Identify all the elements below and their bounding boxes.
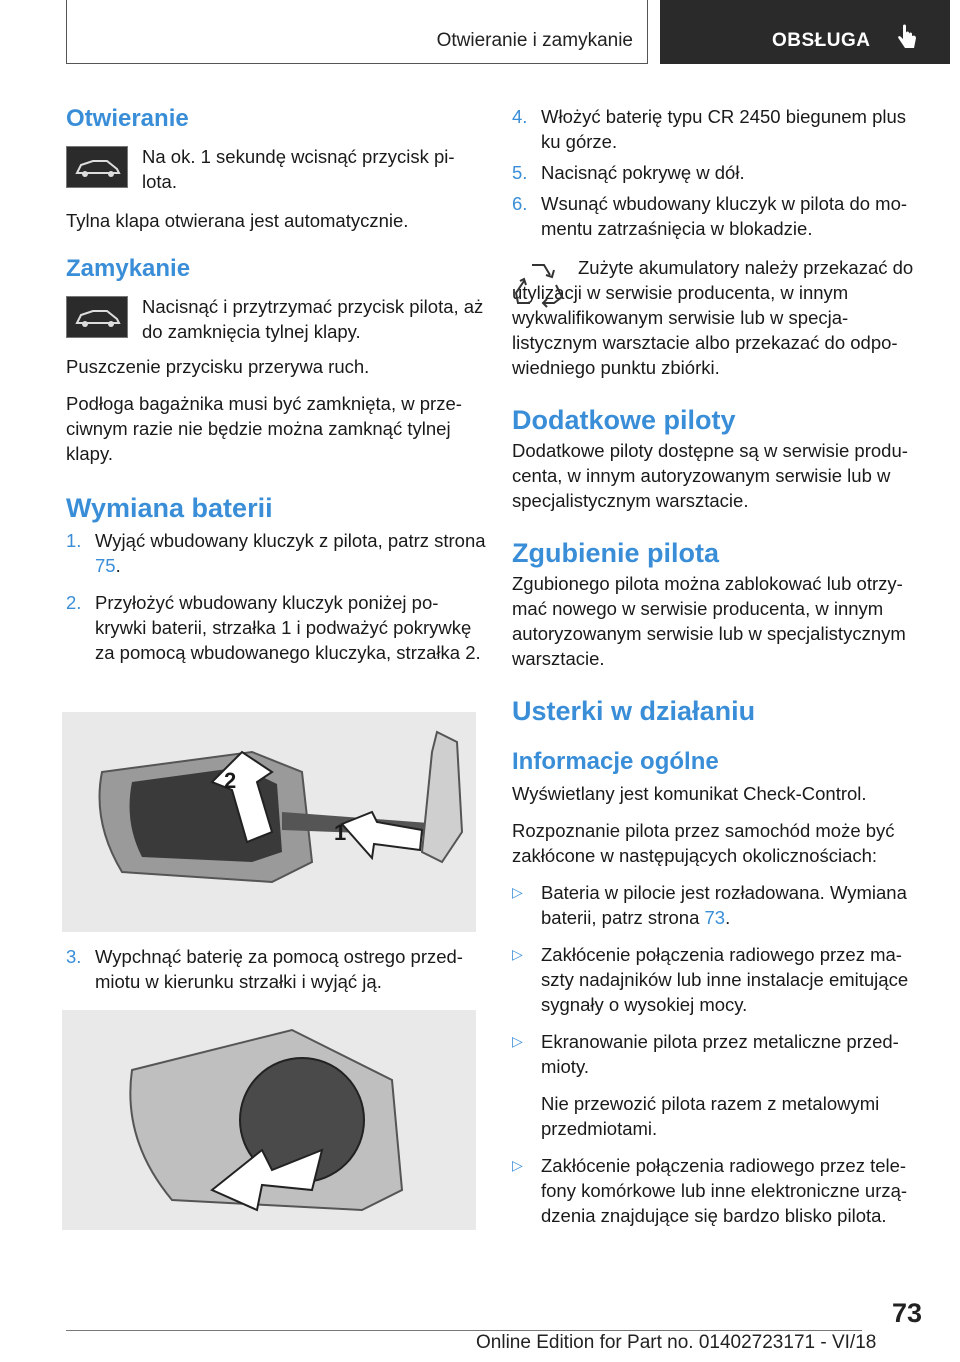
step-2 [66, 590, 486, 665]
list-item [512, 1153, 926, 1228]
step-text: Nacisnąć pokrywę w dół. [541, 162, 745, 183]
arrow-label-1: 1 [334, 820, 347, 845]
zamykanie-text: Nacisnąć i przytrzymać przycisk pilota, aż do zamknięcia tylnej klapy. [142, 296, 484, 342]
dodatkowe-text: Dodatkowe piloty dostępne są w serwisie produ-centa, w innym autoryzowanym serwisie lub w specjalistycznym warsztacie. [512, 440, 908, 511]
triangle-bullet-icon: ▷ [512, 1033, 523, 1049]
header-section-box [66, 0, 648, 64]
recycle-icon [512, 257, 564, 309]
right-column [512, 104, 926, 1228]
arrow-label-2: 2 [224, 768, 237, 793]
step-number: 1. [66, 530, 82, 551]
left-column [66, 104, 486, 665]
triangle-bullet-icon: ▷ [512, 946, 523, 962]
heading-usterki: Usterki w działaniu [512, 696, 756, 726]
header-chapter-title: OBSŁUGA [772, 30, 871, 51]
header-section-title: Otwieranie i zamykanie [436, 30, 633, 51]
page-link[interactable]: 73 [704, 907, 726, 928]
otwieranie-note: Tylna klapa otwierana jest automatycznie. [66, 210, 409, 231]
header-chapter-box [660, 0, 950, 64]
list-item [512, 1029, 926, 1141]
step-number: 3. [66, 946, 82, 967]
tailgate-button-icon [66, 296, 128, 338]
heading-zgubienie-pilota: Zgubienie pilota [512, 538, 719, 568]
left-column-lower [66, 944, 486, 994]
step-number: 2. [66, 592, 82, 613]
list-item [512, 942, 926, 1017]
zamykanie-p2: Podłoga bagażnika musi być zamknięta, w prze-ciwnym razie nie będzie można zamknąć tylnej klapy. [66, 393, 462, 464]
list-item: ▷ Bateria w pilocie jest rozładowana. Wymiana baterii, patrz strona 73. [512, 882, 907, 928]
step-6 [512, 191, 926, 241]
list-item-subtext: Nie przewozić pilota razem z metalowymi przedmiotami. [541, 1093, 880, 1139]
heading-dodatkowe-piloty: Dodatkowe piloty [512, 405, 736, 435]
step-text: Przyłożyć wbudowany kluczyk poniżej po-krywki baterii, strzałka 1 i podważyć pokrywkę za pomocą wbudowanego kluczyka, strzałka 2. [95, 592, 481, 663]
zamykanie-block [66, 294, 486, 346]
step-3 [66, 944, 486, 994]
heading-otwieranie: Otwieranie [66, 105, 189, 132]
figure-key-removal [62, 712, 476, 932]
page-link[interactable]: 75 [95, 555, 116, 576]
step-text: Włożyć baterię typu CR 2450 biegunem plus ku górze. [541, 106, 907, 152]
tailgate-button-icon [66, 146, 128, 188]
battery-illustration [62, 1010, 476, 1230]
heading-wymiana-baterii: Wymiana baterii [66, 493, 273, 523]
heading-informacje-ogolne: Informacje ogólne [512, 748, 719, 775]
info-p2: Rozpoznanie pilota przez samochód może być zakłócone w następujących okolicznościach: [512, 820, 895, 866]
otwieranie-block [66, 144, 486, 196]
hand-pointer-icon [896, 24, 918, 52]
otwieranie-text: Na ok. 1 sekundę wcisnąć przycisk pi-lota. [142, 146, 455, 192]
recycle-note-block [512, 255, 926, 380]
list-item-text: Ekranowanie pilota przez metaliczne przed-mioty. [541, 1031, 899, 1077]
step-number: 4. [512, 106, 528, 127]
recycle-note: Zużyte akumulatory należy przekazać do utylizacji w serwisie producenta, w innym wykwalifikowanym serwisie lub w specja-listycznym warsztacie albo przekazać do odpo-wiedniego punktu zbiórki. [512, 257, 914, 378]
step-4 [512, 104, 926, 154]
list-item-text: Zakłócenie połączenia radiowego przez tele-fony komórkowe lub inne elektroniczne urzą-dzenia znajdujące się bardzo blisko pilota. [541, 1155, 908, 1226]
figure-battery-removal [62, 1010, 476, 1230]
heading-zamykanie: Zamykanie [66, 255, 191, 282]
key-fob-illustration [62, 712, 476, 932]
info-p1: Wyświetlany jest komunikat Check-Control. [512, 783, 867, 804]
list-item-text: Bateria w pilocie jest rozładowana. Wymiana baterii, patrz strona [541, 882, 907, 928]
step-number: 6. [512, 193, 528, 214]
step-5 [512, 160, 926, 185]
page-number: 73 [891, 1298, 922, 1328]
zgubienie-text: Zgubionego pilota można zablokować lub otrzy-mać nowego w serwisie producenta, w innym autoryzowanym serwisie lub w specjalistycznym warsztacie. [512, 573, 906, 669]
step-1: 1. Wyjąć wbudowany kluczyk z pilota, patrz strona 75. [66, 530, 486, 576]
triangle-bullet-icon: ▷ [512, 1157, 523, 1173]
step-text: Wyjąć wbudowany kluczyk z pilota, patrz strona [95, 530, 486, 551]
footer-divider [66, 1330, 862, 1331]
zamykanie-p1: Puszczenie przycisku przerywa ruch. [66, 356, 370, 377]
step-text: Wypchnąć baterię za pomocą ostrego przed-miotu w kierunku strzałki i wyjąć ją. [95, 946, 463, 992]
footer-edition: Online Edition for Part no. 01402723171 - VI/18 [476, 1332, 877, 1353]
step-number: 5. [512, 162, 528, 183]
list-item-text: Zakłócenie połączenia radiowego przez ma-szty nadajników lub inne instalacje emitujące sygnały o wysokiej mocy. [541, 944, 909, 1015]
triangle-bullet-icon: ▷ [512, 884, 523, 900]
step-text: Wsunąć wbudowany kluczyk w pilota do mo-mentu zatrzaśnięcia w blokadzie. [541, 193, 908, 239]
